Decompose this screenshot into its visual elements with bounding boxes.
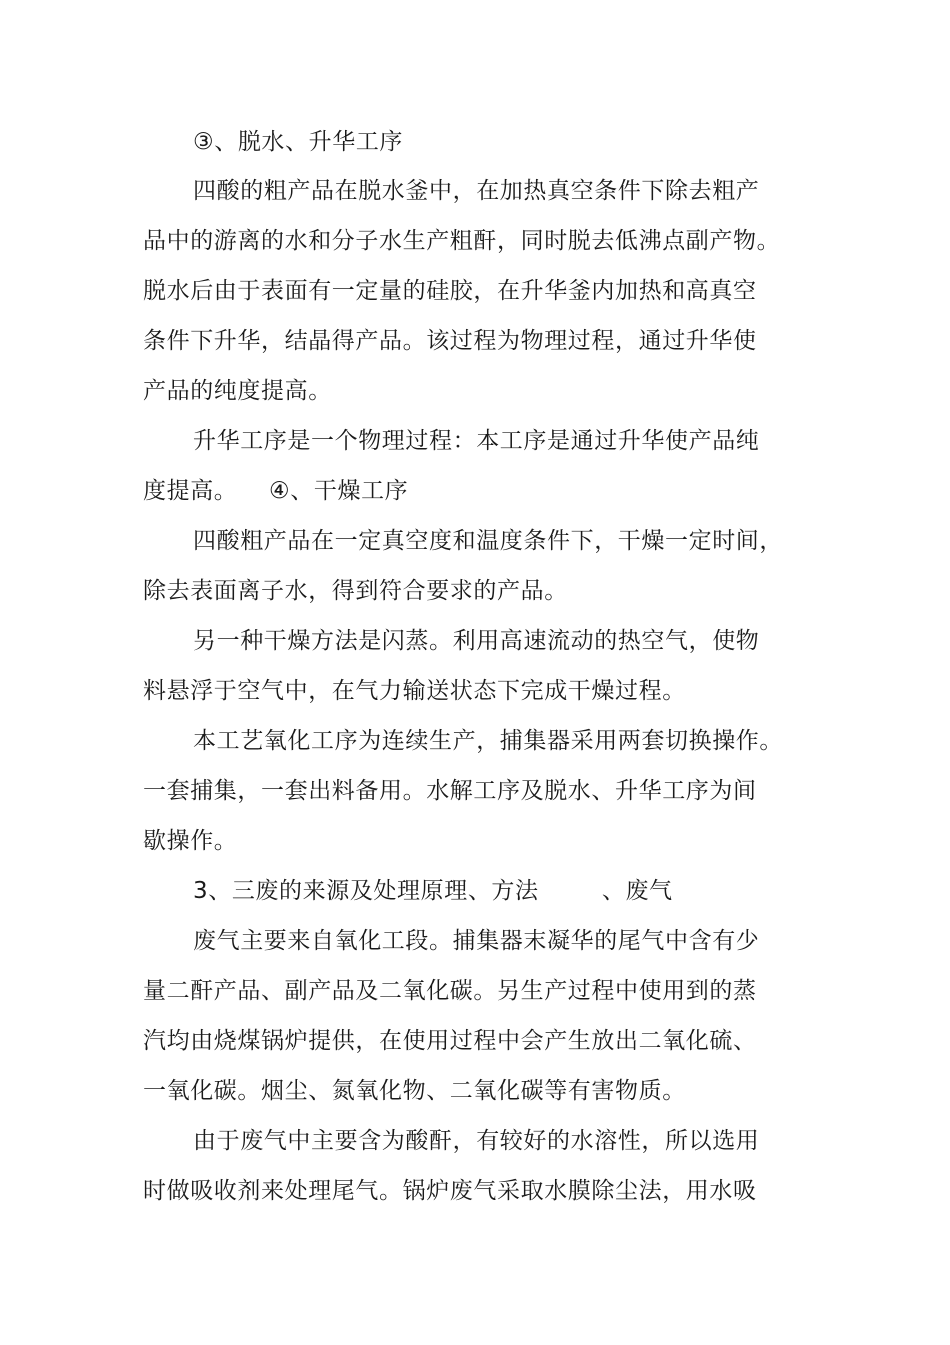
- paragraph-line: 一氧化碳。烟尘、氮氧化物、二氧化碳等有害物质。: [143, 1078, 686, 1104]
- paragraph-line: 由于废气中主要含为酸酐，有较好的水溶性，所以选用: [193, 1128, 760, 1154]
- paragraph-line: 脱水后由于表面有一定量的硅胶，在升华釜内加热和高真空: [143, 278, 757, 304]
- paragraph-line: 歇操作。: [143, 828, 238, 854]
- paragraph-line: 量二酐产品、副产品及二氧化碳。另生产过程中使用到的蒸: [143, 978, 757, 1004]
- paragraph-line: 一套捕集，一套出料备用。水解工序及脱水、升华工序为间: [143, 778, 757, 804]
- paragraph-line: 条件下升华，结晶得产品。该过程为物理过程，通过升华使: [143, 328, 757, 354]
- paragraph-line: 四酸粗产品在一定真空度和温度条件下，干燥一定时间，: [193, 528, 783, 554]
- paragraph-line: 除去表面离子水，得到符合要求的产品。: [143, 578, 568, 604]
- paragraph-line: 升华工序是一个物理过程：本工序是通过升华使产品纯: [193, 428, 760, 454]
- section-heading-dehydration: ③、脱水、升华工序: [193, 129, 404, 155]
- paragraph-line: 度提高。 ④、干燥工序: [143, 478, 409, 504]
- paragraph-line: 时做吸收剂来处理尾气。锅炉废气采取水膜除尘法，用水吸: [143, 1178, 757, 1204]
- paragraph-line: 四酸的粗产品在脱水釜中，在加热真空条件下除去粗产: [193, 178, 760, 204]
- paragraph-line: 料悬浮于空气中，在气力输送状态下完成干燥过程。: [143, 678, 686, 704]
- section-heading-waste: 3、三废的来源及处理原理、方法 、废气: [193, 878, 673, 904]
- paragraph-line: 废气主要来自氧化工段。捕集器末凝华的尾气中含有少: [193, 928, 760, 954]
- paragraph-line: 汽均由烧煤锅炉提供，在使用过程中会产生放出二氧化硫、: [143, 1028, 757, 1054]
- paragraph-line: 另一种干燥方法是闪蒸。利用高速流动的热空气，使物: [193, 628, 760, 654]
- paragraph-line: 产品的纯度提高。: [143, 378, 332, 404]
- paragraph-line: 本工艺氧化工序为连续生产，捕集器采用两套切换操作。: [193, 728, 783, 754]
- paragraph-line: 品中的游离的水和分子水生产粗酐，同时脱去低沸点副产物。: [143, 228, 781, 254]
